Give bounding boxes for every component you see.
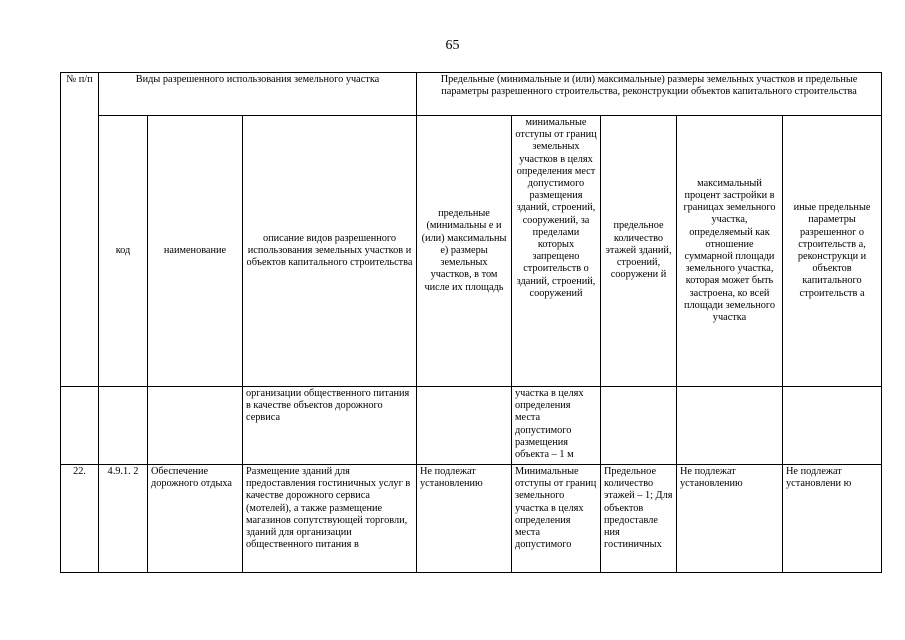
cell-other: Не подлежат установлени ю [783, 465, 882, 573]
cell-plot-size: Не подлежат установлению [417, 465, 512, 573]
cell-plot-size [417, 387, 512, 465]
cell-coverage [677, 387, 783, 465]
header-other: иные предельные параметры разрешенног о строительств а, реконструкци и объектов капитального строительств а [783, 116, 882, 387]
page-number: 65 [445, 38, 460, 53]
cell-setbacks: участка в целях определения места допустимого размещения объекта – 1 м [512, 387, 601, 465]
header-params: Предельные (минимальные и (или) максимальные) размеры земельных участков и предельные параметры разрешенного строительства, реконструкции объектов капитального строительства [417, 73, 882, 116]
header-coverage: максимальный процент застройки в границах земельного участка, определяемый как отношение суммарной площади земельного участка, которая может быть застроена, ко всей площади земельного участка [677, 116, 783, 387]
header-floors: предельное количество этажей зданий, строений, сооружени й [601, 116, 677, 387]
cell-other [783, 387, 882, 465]
cell-num: 22. [61, 465, 99, 573]
cell-description: организации общественного питания в качестве объектов дорожного сервиса [243, 387, 417, 465]
header-row-group [61, 73, 882, 116]
header-num: № п/п [61, 73, 99, 387]
cell-description: Размещение зданий для предоставления гостиничных услуг в качестве дорожного сервиса (мотелей), а также размещение магазинов сопутствующей торговли, зданий для организации общественного питания в [243, 465, 417, 573]
land-use-table [60, 72, 882, 573]
cell-num [61, 387, 99, 465]
header-use-types: Виды разрешенного использования земельного участка [99, 73, 417, 116]
cell-code: 4.9.1. 2 [99, 465, 148, 573]
header-row-columns [61, 116, 882, 387]
header-description: описание видов разрешенного использования земельных участков и объектов капитального строительства [243, 116, 417, 387]
header-name: наименование [148, 116, 243, 387]
cell-name [148, 387, 243, 465]
cell-coverage: Не подлежат установлению [677, 465, 783, 573]
header-setbacks: минимальные отступы от границ земельных участков в целях определения мест допустимого размещения зданий, строений, сооружений, за пределами которых запрещено строительств о зданий, строений, сооружений [512, 116, 601, 387]
header-plot-size: предельные (минимальны е и (или) максимальны е) размеры земельных участков, в том числе их площадь [417, 116, 512, 387]
cell-floors [601, 387, 677, 465]
header-code: код [99, 116, 148, 387]
table-row [61, 465, 882, 573]
cell-setbacks: Минимальные отступы от границ земельного участка в целях определения места допустимого [512, 465, 601, 573]
table-row [61, 387, 882, 465]
cell-name: Обеспечение дорожного отдыха [148, 465, 243, 573]
cell-code [99, 387, 148, 465]
cell-floors: Предельное количество этажей – 1; Для объектов предоставле ния гостиничных [601, 465, 677, 573]
